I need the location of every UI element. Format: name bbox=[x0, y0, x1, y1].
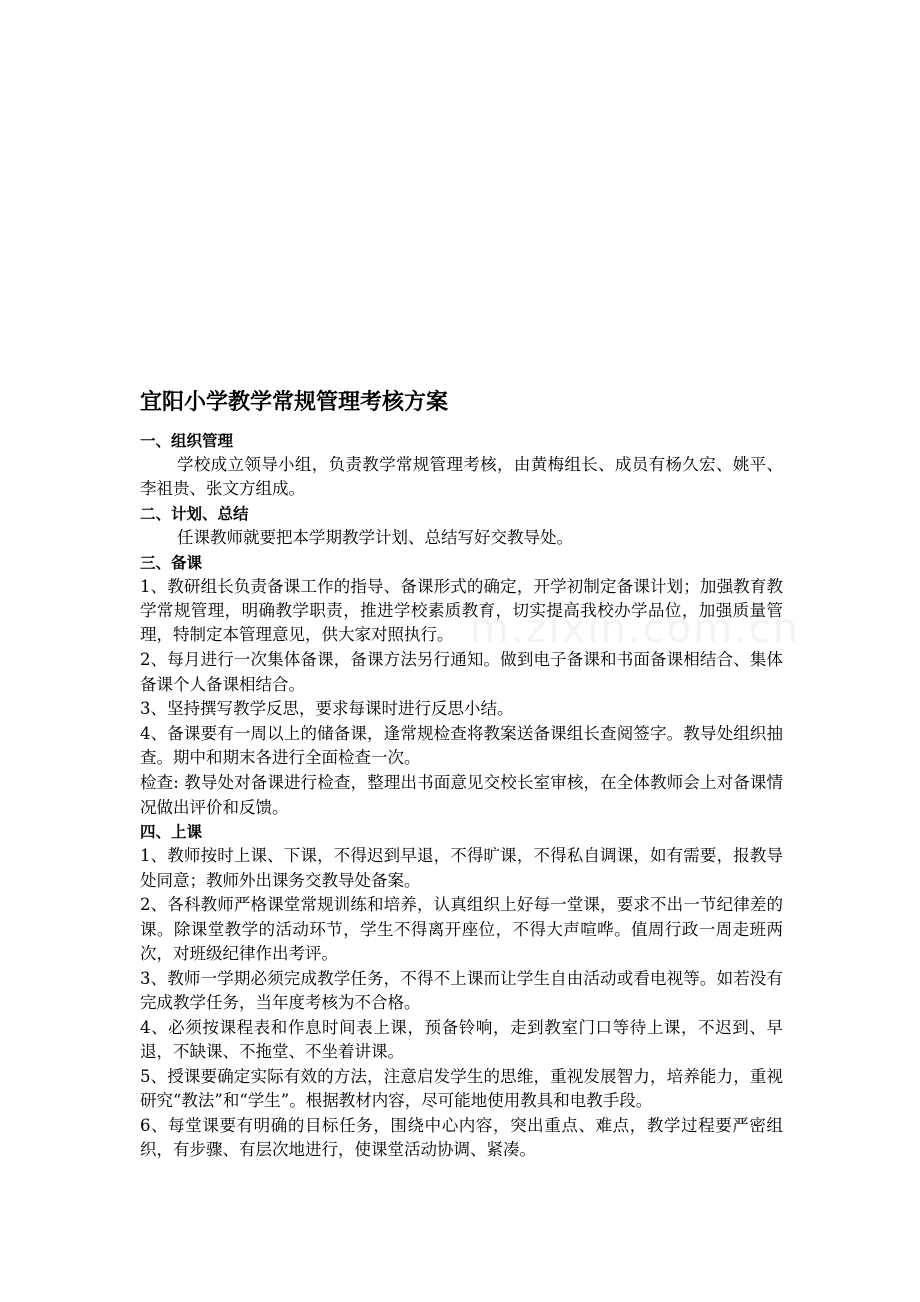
paragraph: 1、教师按时上课、下课，不得迟到早退，不得旷课，不得私自调课，如有需要，报教导处同意；教师外出课务交教导处备案。 bbox=[140, 846, 783, 890]
document-page bbox=[140, 383, 783, 1163]
section-plan-summary bbox=[140, 502, 783, 550]
paragraph: 1、教研组长负责备课工作的指导、备课形式的确定，开学初制定备课计划；加强教育教学常规管理，明确教学职责，推进学校素质教育，切实提高我校办学品位，加强质量管理，特制定本管理意见，供大家对照执行。 bbox=[140, 576, 783, 645]
document-title: 宜阳小学教学常规管理考核方案 bbox=[140, 390, 449, 415]
paragraph: 6、每堂课要有明确的目标任务，围绕中心内容，突出重点、难点，教学过程要严密组织，有步骤、有层次地进行，使课堂活动协调、紧凑。 bbox=[140, 1116, 783, 1160]
paragraph: 任课教师就要把本学期教学计划、总结写好交教导处。 bbox=[177, 528, 573, 548]
section-lesson-preparation bbox=[140, 551, 783, 820]
section-teaching bbox=[140, 820, 783, 1162]
paragraph: 3、坚持撰写教学反思，要求每课时进行反思小结。 bbox=[140, 699, 514, 719]
paragraph: 3、教师一学期必须完成教学任务，不得不上课而让学生自由活动或看电视等。如若没有完成教学任务，当年度考核为不合格。 bbox=[140, 968, 783, 1013]
section-heading: 四、上课 bbox=[140, 823, 203, 842]
section-organization bbox=[140, 429, 783, 502]
section-heading: 一、组织管理 bbox=[140, 432, 234, 450]
paragraph: 2、每月进行一次集体备课，备课方法另行通知。做到电子备课和书面备课相结合、集体备课个人备课相结合。 bbox=[140, 650, 783, 694]
paragraph: 5、授课要确定实际有效的方法，注意启发学生的思维，重视发展智力，培养能力，重视研究“教法”和“学生”。根据教材内容，尽可能地使用教具和电教手段。 bbox=[140, 1067, 783, 1111]
paragraph: 2、各科教师严格课堂常规训练和培养，认真组织上好每一堂课，要求不出一节纪律差的课。除课堂教学的活动环节，学生不得离开座位，不得大声喧哗。值周行政一周走班两次，对班级纪律作出考评。 bbox=[140, 895, 783, 964]
section-heading: 三、备课 bbox=[140, 553, 203, 572]
paragraph: 学校成立领导小组，负责教学常规管理考核，由黄梅组长、成员有杨久宏、姚平、李祖贵、张文方组成。 bbox=[140, 455, 783, 499]
paragraph: 4、必须按课程表和作息时间表上课，预备铃响，走到教室门口等待上课，不迟到、早退，不缺课、不拖堂、不坐着讲课。 bbox=[140, 1017, 783, 1062]
section-heading: 二、计划、总结 bbox=[140, 505, 249, 524]
paragraph: 检查: 教导处对备课进行检查，整理出书面意见交校长室审核，在全体教师会上对备课情况做出评价和反馈。 bbox=[140, 773, 783, 817]
paragraph: 4、备课要有一周以上的储备课，逢常规检查将教案送备课组长查阅签字。教导处组织抽查。期中和期末各进行全面检查一次。 bbox=[140, 724, 783, 768]
